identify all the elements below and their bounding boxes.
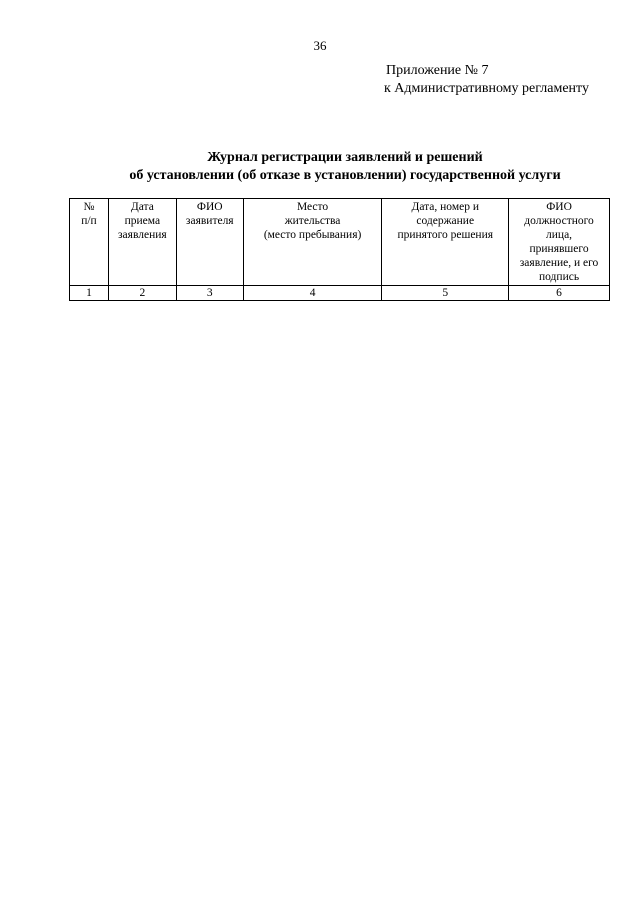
appendix-reference bbox=[386, 62, 591, 98]
document-title-line-1: Журнал регистрации заявлений и решений bbox=[207, 150, 483, 165]
column-header-decision: Дата, номер и содержание принятого решения bbox=[382, 199, 509, 286]
registration-journal-table bbox=[69, 198, 610, 301]
column-number-cell: 6 bbox=[509, 286, 610, 301]
column-header-number: № п/п bbox=[70, 199, 109, 286]
column-header-applicant-name: ФИО заявителя bbox=[176, 199, 243, 286]
column-number-cell: 2 bbox=[108, 286, 176, 301]
column-header-official: ФИО должностного лица, принявшего заявление, и его подпись bbox=[509, 199, 610, 286]
appendix-title: Приложение № 7 bbox=[386, 63, 489, 78]
column-header-residence: Место жительства (место пребывания) bbox=[243, 199, 382, 286]
column-number-cell: 1 bbox=[70, 286, 109, 301]
column-number-cell: 4 bbox=[243, 286, 382, 301]
appendix-regulation: к Административному регламенту bbox=[384, 81, 589, 96]
document-title bbox=[0, 149, 640, 185]
column-header-application-date: Дата приема заявления bbox=[108, 199, 176, 286]
column-number-cell: 3 bbox=[176, 286, 243, 301]
document-title-line-2: об установлении (об отказе в установлении) государственной услуги bbox=[129, 168, 561, 183]
page-number: 36 bbox=[313, 38, 327, 53]
table-header-row bbox=[70, 199, 610, 286]
table-row bbox=[70, 286, 610, 301]
column-number-cell: 5 bbox=[382, 286, 509, 301]
